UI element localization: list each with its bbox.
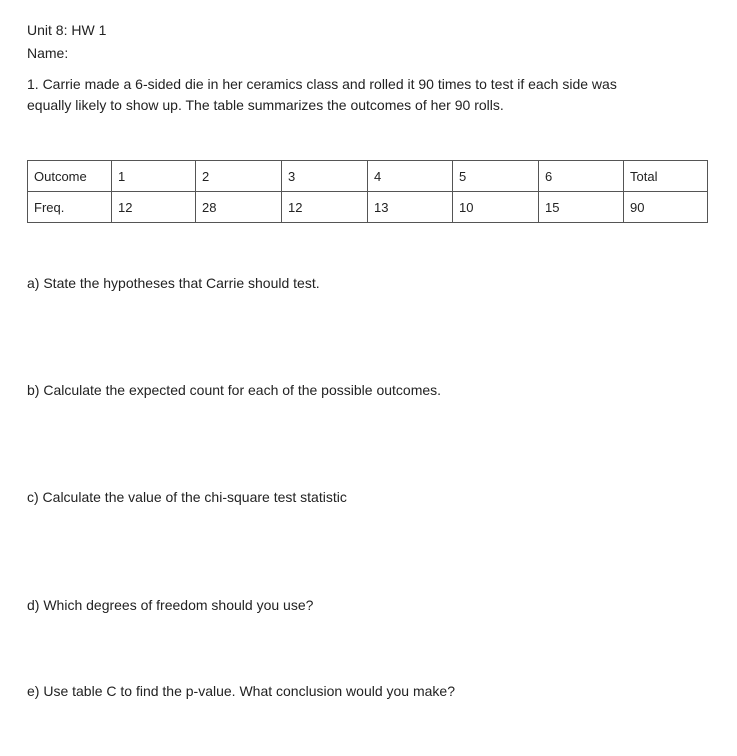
table-cell-outcome-header: Outcome <box>28 161 112 192</box>
question-a: a) State the hypotheses that Carrie should test. <box>27 275 320 291</box>
table-cell-freq-6: 15 <box>539 192 624 223</box>
table-row-frequency <box>28 192 708 223</box>
table-cell-outcome-2: 2 <box>196 161 282 192</box>
table-cell-outcome-total: Total <box>624 161 708 192</box>
table-cell-freq-header: Freq. <box>28 192 112 223</box>
question-d: d) Which degrees of freedom should you use? <box>27 597 314 613</box>
question-c: c) Calculate the value of the chi-square test statistic <box>27 489 347 505</box>
unit-title: Unit 8: HW 1 <box>27 22 107 38</box>
table-row-outcome <box>28 161 708 192</box>
question-e: e) Use table C to find the p-value. What conclusion would you make? <box>27 683 456 699</box>
table-cell-outcome-6: 6 <box>539 161 624 192</box>
table-cell-outcome-4: 4 <box>368 161 453 192</box>
table-cell-outcome-3: 3 <box>282 161 368 192</box>
table-cell-freq-1: 12 <box>112 192 196 223</box>
table-cell-freq-total: 90 <box>624 192 708 223</box>
table-cell-freq-5: 10 <box>453 192 539 223</box>
table-cell-freq-4: 13 <box>368 192 453 223</box>
question-b: b) Calculate the expected count for each of the possible outcomes. <box>27 382 442 398</box>
table-cell-outcome-1: 1 <box>112 161 196 192</box>
outcome-frequency-table <box>27 160 708 223</box>
problem-text-line-2: equally likely to show up. The table summarizes the outcomes of her 90 rolls. <box>27 97 504 113</box>
table-cell-freq-3: 12 <box>282 192 368 223</box>
name-label: Name: <box>27 45 69 61</box>
table-cell-freq-2: 28 <box>196 192 282 223</box>
problem-text-line-1: 1. Carrie made a 6-sided die in her ceramics class and rolled it 90 times to test if each side was <box>27 76 617 92</box>
table-cell-outcome-5: 5 <box>453 161 539 192</box>
